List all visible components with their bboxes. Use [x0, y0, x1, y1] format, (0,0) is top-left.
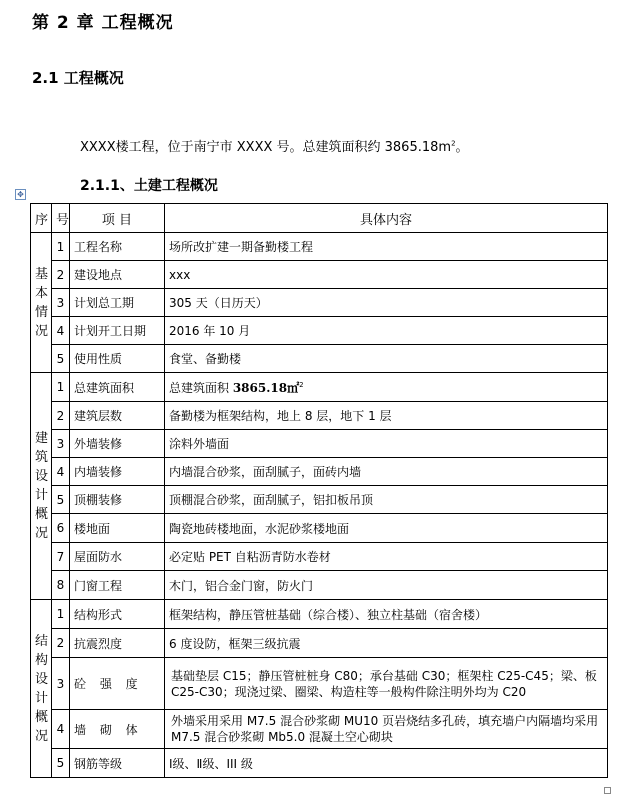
row-number: 4 — [52, 317, 70, 345]
table-row — [31, 571, 608, 600]
row-item: 计划开工日期 — [70, 317, 165, 345]
row-item: 计划总工期 — [70, 289, 165, 317]
subsection-title: 2.1.1、土建工程概况 — [80, 178, 218, 194]
table-header-row — [31, 204, 608, 233]
row-content — [165, 345, 608, 373]
row-item: 工程名称 — [70, 233, 165, 261]
row-number: 1 — [52, 373, 70, 402]
table-row — [31, 749, 608, 778]
row-content — [165, 458, 608, 486]
row-content-text: 内墙混合砂浆，面刮腻子，面砖内墙 — [169, 465, 362, 479]
row-content — [165, 233, 608, 261]
row-content — [165, 710, 608, 749]
table-row — [31, 458, 608, 486]
row-item: 总建筑面积 — [70, 373, 165, 402]
table-row — [31, 486, 608, 514]
row-number: 2 — [52, 261, 70, 289]
group-label — [31, 373, 52, 600]
table-row — [31, 289, 608, 317]
row-number: 1 — [52, 233, 70, 261]
row-content — [165, 289, 608, 317]
row-number: 5 — [52, 486, 70, 514]
table-row — [31, 233, 608, 261]
table-row — [31, 600, 608, 629]
group-label-text: 结构设计概况 — [35, 633, 49, 744]
row-content — [165, 571, 608, 600]
table-row — [31, 261, 608, 289]
group-label-text: 建筑设计概况 — [35, 431, 49, 541]
row-item: 楼地面 — [70, 514, 165, 543]
row-item: 建设地点 — [70, 261, 165, 289]
header-content: 具体内容 — [165, 204, 608, 233]
table-row — [31, 514, 608, 543]
end-of-table-mark — [604, 787, 611, 794]
row-content — [165, 486, 608, 514]
row-content-text: 305 天（日历天） — [169, 296, 268, 310]
row-content — [165, 430, 608, 458]
header-no: 号 — [52, 204, 70, 233]
section-title: 2.1 工程概况 — [32, 69, 124, 87]
group-label-text: 基本情况 — [35, 266, 49, 339]
row-item: 建筑层数 — [70, 402, 165, 430]
table-row — [31, 345, 608, 373]
row-item: 抗震烈度 — [70, 629, 165, 658]
row-content — [165, 600, 608, 629]
intro-text: XXXX楼工程，位于南宁市 XXXX 号。总建筑面积约 3865.18m — [80, 140, 452, 155]
chapter-title: 第 2 章 工程概况 — [32, 13, 174, 33]
row-content-text: 场所改扩建一期备勤楼工程 — [169, 240, 314, 254]
row-number: 5 — [52, 345, 70, 373]
intro-tail: 。 — [455, 140, 469, 155]
row-content — [165, 514, 608, 543]
row-item: 结构形式 — [70, 600, 165, 629]
row-content-sup: 2 — [299, 380, 304, 389]
table-row — [31, 317, 608, 345]
row-content-text: 6 度设防，框架三级抗震 — [169, 636, 301, 651]
row-content-text: 框架结构，静压管桩基础（综合楼）、独立柱基础（宿舍楼） — [169, 607, 488, 622]
header-group: 序 — [31, 204, 52, 233]
table-row — [31, 373, 608, 402]
table-row — [31, 658, 608, 710]
row-item: 门窗工程 — [70, 571, 165, 600]
table-row — [31, 402, 608, 430]
row-number: 1 — [52, 600, 70, 629]
row-item: 使用性质 — [70, 345, 165, 373]
table-row — [31, 710, 608, 749]
table-row — [31, 543, 608, 571]
row-content-text: 必定贴 PET 自粘沥青防水卷材 — [169, 550, 331, 564]
row-item: 屋面防水 — [70, 543, 165, 571]
row-number: 8 — [52, 571, 70, 600]
row-item: 钢筋等级 — [70, 749, 165, 778]
row-content — [165, 402, 608, 430]
row-item: 顶棚装修 — [70, 486, 165, 514]
row-number: 2 — [52, 402, 70, 430]
row-number: 3 — [52, 289, 70, 317]
row-content — [165, 317, 608, 345]
header-item: 项 目 — [70, 204, 165, 233]
row-content-text: 食堂、备勤楼 — [169, 352, 242, 366]
table-move-handle-icon[interactable]: ✥ — [15, 189, 26, 200]
row-content-text: 顶棚混合砂浆，面刮腻子，铝扣板吊顶 — [169, 493, 374, 507]
row-content-text: 涂料外墙面 — [169, 437, 230, 451]
row-content-text: 备勤楼为框架结构，地上 8 层，地下 1 层 — [169, 409, 392, 423]
row-number: 3 — [52, 658, 70, 710]
row-number: 4 — [52, 458, 70, 486]
project-info-table — [30, 203, 608, 778]
row-item: 砼 强 度 — [70, 658, 165, 710]
row-content — [165, 658, 608, 710]
row-item: 墙 砌 体 — [70, 710, 165, 749]
row-content-text: 基础垫层 C15；静压管桩桩身 C80；承台基础 C30；框架柱 C25-C45；梁、板 C25-C30；现浇过梁、圈梁、构造柱等一般构件除注明外均为 C20 — [171, 668, 597, 699]
row-number: 2 — [52, 629, 70, 658]
group-label — [31, 600, 52, 778]
row-number: 7 — [52, 543, 70, 571]
row-content-text: 2016 年 10 月 — [169, 324, 251, 338]
group-label — [31, 233, 52, 373]
row-number: 3 — [52, 430, 70, 458]
intro-paragraph — [80, 136, 469, 155]
row-content — [165, 629, 608, 658]
row-item: 内墙装修 — [70, 458, 165, 486]
table-row — [31, 629, 608, 658]
row-content-text: 陶瓷地砖楼地面，水泥砂浆楼地面 — [169, 521, 350, 536]
row-content — [165, 749, 608, 778]
table-row — [31, 430, 608, 458]
row-number: 6 — [52, 514, 70, 543]
row-content-bold: 3865.18㎡ — [232, 380, 300, 395]
row-content — [165, 261, 608, 289]
row-number: 4 — [52, 710, 70, 749]
row-content-text: 外墙采用采用 M7.5 混合砂浆砌 MU10 页岩烧结多孔砖，填充墙户内隔墙均采用 M7.5 混合砂浆砌 Mb5.0 混凝土空心砌块 — [171, 714, 599, 744]
row-content-text: xxx — [169, 267, 191, 282]
row-content-text: Ⅰ级、Ⅱ级、III 级 — [169, 756, 253, 771]
intro-sup: 2 — [451, 139, 456, 148]
row-content-text: 总建筑面积 — [169, 380, 233, 395]
row-content — [165, 373, 608, 402]
row-content-text: 木门，铝合金门窗，防火门 — [169, 578, 314, 593]
row-number: 5 — [52, 749, 70, 778]
row-content — [165, 543, 608, 571]
row-item: 外墙装修 — [70, 430, 165, 458]
